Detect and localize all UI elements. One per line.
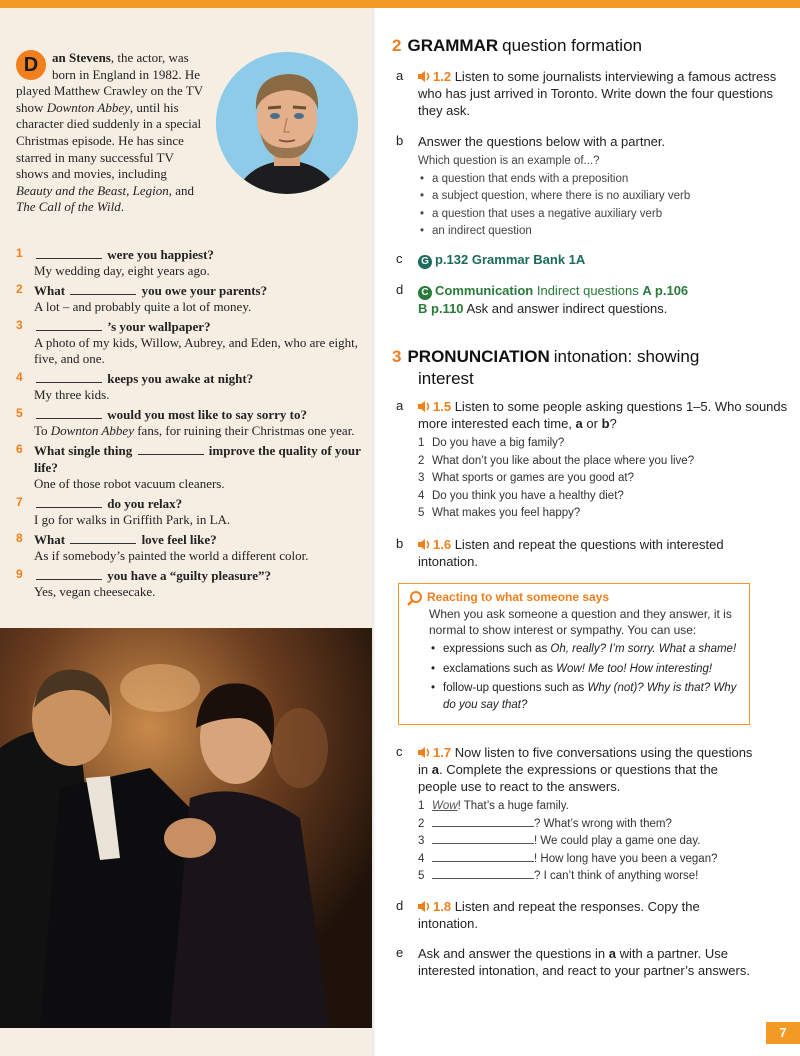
audio-number: 1.5: [433, 399, 452, 414]
question-text: What single thing: [34, 443, 133, 458]
item-letter: a: [396, 398, 404, 413]
item-letter: c: [396, 744, 403, 759]
communication-link[interactable]: [418, 283, 533, 298]
qa-answer: One of those robot vacuum cleaners.: [34, 476, 225, 491]
qa-question: [34, 442, 362, 476]
list-text: Do you think you have a healthy diet?: [432, 489, 624, 502]
qa-item: [16, 531, 362, 564]
qa-number: 6: [16, 442, 23, 456]
tip-bullet-text: exclamations such as: [443, 662, 557, 675]
question-text: What: [34, 532, 66, 547]
qa-item: [16, 370, 362, 403]
interview-questions: [16, 246, 362, 603]
tip-text: When you ask someone a question and they answer, it is normal to show interest or sympathy. You can use:: [429, 607, 732, 637]
item-letter: b: [396, 536, 404, 551]
question-text: keeps you awake at night?: [107, 371, 254, 386]
answer-text: To: [34, 423, 51, 438]
item-text: ?: [609, 416, 617, 431]
item-text: Listen and repeat the responses. Copy the intonation.: [418, 899, 700, 931]
sec2-item-a: [392, 68, 792, 119]
speaker-icon: [418, 401, 431, 412]
list-number: 2: [418, 817, 425, 830]
list-text: What don’t you like about the place where you live?: [432, 454, 695, 467]
item-text: Listen to some journalists interviewing a famous actress who has just arrived in Toronto. Write down the four questions they ask.: [418, 69, 777, 118]
tip-bullet-text: follow-up questions such as: [443, 682, 588, 694]
question-text: were you happiest?: [107, 247, 214, 262]
item-text: Ask and answer the questions in: [418, 946, 609, 961]
tip-title: Reacting to what someone says: [427, 590, 610, 604]
list-number: 3: [418, 835, 425, 847]
section-heading: GRAMMAR: [407, 36, 499, 55]
audio-track[interactable]: [418, 745, 451, 760]
item-letter: d: [396, 282, 404, 297]
item-letter: b: [396, 133, 404, 148]
question-text: What: [34, 283, 66, 298]
item-text: Listen to some people asking questions 1–5. Who sounds more interested each time,: [418, 399, 788, 431]
answer-blank[interactable]: [432, 868, 534, 879]
qa-number: 1: [16, 246, 23, 260]
answer-blank[interactable]: [36, 320, 102, 331]
answer-blank[interactable]: [36, 408, 102, 419]
question-text: ’s your wallpaper?: [107, 319, 211, 334]
qa-number: 2: [16, 282, 23, 296]
qa-item: [16, 495, 362, 528]
list-number: 4: [418, 852, 425, 865]
audio-number: 1.2: [433, 69, 452, 84]
link-text: p.132 Grammar Bank 1A: [435, 252, 586, 267]
list-text: ! How long have you been a vegan?: [534, 852, 718, 865]
completion-item: [418, 868, 758, 886]
sec3-item-c: [392, 744, 792, 886]
tip-bullet: [429, 661, 739, 678]
audio-track[interactable]: [418, 537, 451, 552]
sec2-item-b: [392, 133, 792, 241]
item-text: Answer the questions below with a partner.: [418, 134, 666, 149]
list-number: 1: [418, 800, 425, 812]
question-list-item: [418, 505, 792, 523]
answer-blank[interactable]: [36, 497, 102, 508]
option-letter: a: [431, 762, 439, 777]
tip-bullet-text: expressions such as: [443, 643, 551, 655]
item-prompt: Which question is an example of...?: [418, 155, 600, 167]
exercises-column: [392, 0, 792, 1056]
audio-number: 1.6: [433, 537, 452, 552]
intro-movie: The Call of the Wild: [16, 199, 121, 215]
section-subtitle: interest: [418, 369, 474, 388]
list-text: ? What’s wrong with them?: [534, 817, 672, 830]
answer-blank[interactable]: [36, 248, 102, 259]
sec2-item-d: [392, 282, 792, 317]
item-letter: d: [396, 898, 404, 913]
example-answer: Wow: [432, 800, 458, 812]
link-title: Indirect questions: [536, 283, 639, 298]
tip-bullet: [429, 641, 739, 658]
speaker-icon: [418, 71, 431, 82]
qa-question: [34, 567, 362, 584]
question-list-item: [418, 488, 792, 506]
audio-track[interactable]: [418, 399, 451, 414]
item-letter: e: [396, 945, 404, 960]
audio-track[interactable]: [418, 899, 451, 914]
intro-movie: Beauty and the Beast: [16, 182, 127, 198]
intro-text: .: [120, 199, 124, 215]
question-text: do you relax?: [107, 496, 183, 511]
communication-icon: C: [418, 286, 432, 300]
sec2-item-c: [392, 251, 792, 269]
answer-blank[interactable]: [36, 569, 102, 580]
qa-answer: As if somebody’s painted the world a different color.: [34, 548, 309, 563]
question-text: you owe your parents?: [141, 283, 268, 298]
intro-show: Downton Abbey: [46, 99, 130, 115]
question-list-item: [418, 435, 792, 453]
item-text: Listen and repeat the questions with interested intonation.: [418, 537, 724, 569]
section-3-title: [392, 346, 732, 390]
qa-item: [16, 406, 362, 439]
tip-bullet-example: Oh, really? I’m sorry. What a shame!: [550, 643, 737, 655]
question-text: love feel like?: [141, 532, 217, 547]
item-letter: c: [396, 251, 403, 266]
audio-number: 1.8: [433, 899, 452, 914]
drop-cap: D: [16, 50, 46, 80]
sec3-item-e: [392, 945, 792, 979]
speaker-icon: [418, 539, 431, 550]
completion-item: [418, 798, 758, 816]
intro-name: an Stevens: [52, 50, 111, 65]
qa-question: [34, 246, 362, 263]
qa-question: [34, 531, 362, 548]
question-list-item: [418, 470, 792, 488]
question-text: you have a “guilty pleasure”?: [107, 568, 271, 583]
question-type-bullet: • a subject question, where there is no auxiliary verb: [418, 188, 792, 206]
list-number: 5: [418, 870, 425, 882]
question-text: would you most like to say sorry to?: [107, 407, 307, 422]
intro-paragraph: [16, 50, 356, 216]
section-2-title: [392, 36, 642, 56]
page-number: 7: [766, 1022, 800, 1044]
list-text: ! That’s a huge family.: [457, 800, 569, 812]
speaker-icon: [418, 901, 431, 912]
answer-blank[interactable]: [138, 444, 204, 455]
qa-answer: I go for walks in Griffith Park, in LA.: [34, 512, 231, 527]
qa-number: 5: [16, 406, 23, 420]
list-text: ? I can’t think of anything worse!: [534, 870, 699, 882]
option-letter: b: [601, 416, 610, 431]
qa-question: [34, 406, 362, 423]
list-number: 4: [418, 489, 425, 502]
qa-number: 9: [16, 567, 23, 581]
qa-item: [16, 567, 362, 600]
tip-bullet-example: Wow! Me too! How interesting!: [556, 662, 713, 675]
section-subtitle: question formation: [502, 36, 642, 55]
intro-movie: Legion: [132, 182, 169, 198]
qa-number: 4: [16, 370, 23, 384]
sec3-item-d: [392, 898, 792, 932]
answer-text: fans, for ruining their Christmas one year.: [133, 423, 355, 438]
intro-text: ,: [126, 182, 133, 198]
tip-bullet-example: Why (not)? Why is that? Why do you say that?: [443, 682, 737, 711]
list-number: 5: [418, 507, 425, 519]
reacting-tip-box: [398, 583, 750, 725]
qa-answer: A lot – and probably quite a lot of money.: [34, 299, 252, 314]
qa-question: [34, 370, 362, 387]
qa-answer: Yes, vegan cheesecake.: [34, 584, 156, 599]
list-number: 2: [418, 454, 425, 467]
item-text: or: [582, 416, 602, 431]
tip-bullet: [429, 680, 739, 713]
link-text: Communication: [435, 283, 534, 298]
intro-text: , the actor, was born in England in 1982. He played Matthew Crawley on the TV show: [16, 50, 203, 115]
completion-item: [418, 816, 758, 834]
page-ref[interactable]: B p.110: [418, 301, 464, 316]
sec3-item-a: [392, 398, 792, 523]
item-text: Ask and answer indirect questions.: [466, 301, 668, 316]
scene-photo: [0, 628, 372, 1028]
page-ref[interactable]: A p.106: [642, 283, 689, 298]
qa-item: [16, 246, 362, 279]
list-text: Do you have a big family?: [432, 437, 565, 449]
qa-item: [16, 318, 362, 367]
section-number: 3: [392, 347, 402, 366]
question-type-bullet: • a question that ends with a preposition: [418, 171, 792, 189]
qa-answer: [34, 423, 362, 439]
qa-question: [34, 282, 362, 299]
grammar-bank-link[interactable]: [418, 252, 585, 267]
sec3-item-b: [392, 536, 792, 570]
list-text: ! We could play a game one day.: [534, 835, 701, 847]
completion-item: [418, 833, 758, 851]
grammar-icon: G: [418, 255, 432, 269]
qa-number: 8: [16, 531, 23, 545]
item-text: with a partner. Use interested intonation, and react to your partner’s answers.: [418, 946, 750, 978]
speaker-icon: [418, 747, 431, 758]
question-text: improve the quality of your life?: [34, 443, 361, 475]
magnifier-icon: [407, 590, 423, 606]
qa-item: [16, 282, 362, 315]
qa-question: [34, 495, 362, 512]
answer-title: Downton Abbey: [50, 423, 134, 438]
list-text: What makes you feel happy?: [432, 507, 581, 519]
option-letter: a: [575, 416, 583, 431]
section-subtitle: intonation: showing: [553, 347, 700, 366]
intro-text: , and: [168, 182, 195, 198]
answer-blank[interactable]: [36, 372, 102, 383]
item-text: . Complete the expressions or questions that the people use to react to the answers.: [418, 762, 718, 794]
item-letter: a: [396, 68, 404, 83]
answer-blank[interactable]: [432, 816, 534, 827]
section-number: 2: [392, 36, 402, 55]
audio-track[interactable]: [418, 69, 451, 84]
question-type-bullet: • a question that uses a negative auxiliary verb: [418, 206, 792, 224]
qa-answer: A photo of my kids, Willow, Aubrey, and Eden, who are eight, five, and one.: [34, 335, 358, 366]
question-type-bullet: • an indirect question: [418, 223, 792, 241]
intro-text: , until his character died suddenly in a special Christmas episode. He has since starred in many successful TV shows and movies, including: [16, 99, 202, 182]
section-heading: PRONUNCIATION: [407, 347, 550, 366]
list-number: 3: [418, 472, 425, 484]
option-letter: a: [608, 946, 617, 961]
qa-number: 7: [16, 495, 23, 509]
qa-answer: My three kids.: [34, 387, 110, 402]
question-list-item: [418, 453, 792, 471]
qa-question: [34, 318, 362, 335]
qa-item: [16, 442, 362, 492]
item-text: Now listen to five conversations using the questions in: [418, 745, 753, 777]
audio-number: 1.7: [433, 745, 452, 760]
answer-blank[interactable]: [432, 833, 534, 844]
list-text: What sports or games are you good at?: [432, 472, 634, 484]
qa-answer: My wedding day, eight years ago.: [34, 263, 210, 278]
completion-item: [418, 851, 758, 869]
qa-number: 3: [16, 318, 23, 332]
list-number: 1: [418, 437, 425, 449]
answer-blank[interactable]: [70, 284, 136, 295]
column-divider: [372, 8, 376, 1056]
answer-blank[interactable]: [432, 851, 534, 862]
answer-blank[interactable]: [70, 533, 136, 544]
